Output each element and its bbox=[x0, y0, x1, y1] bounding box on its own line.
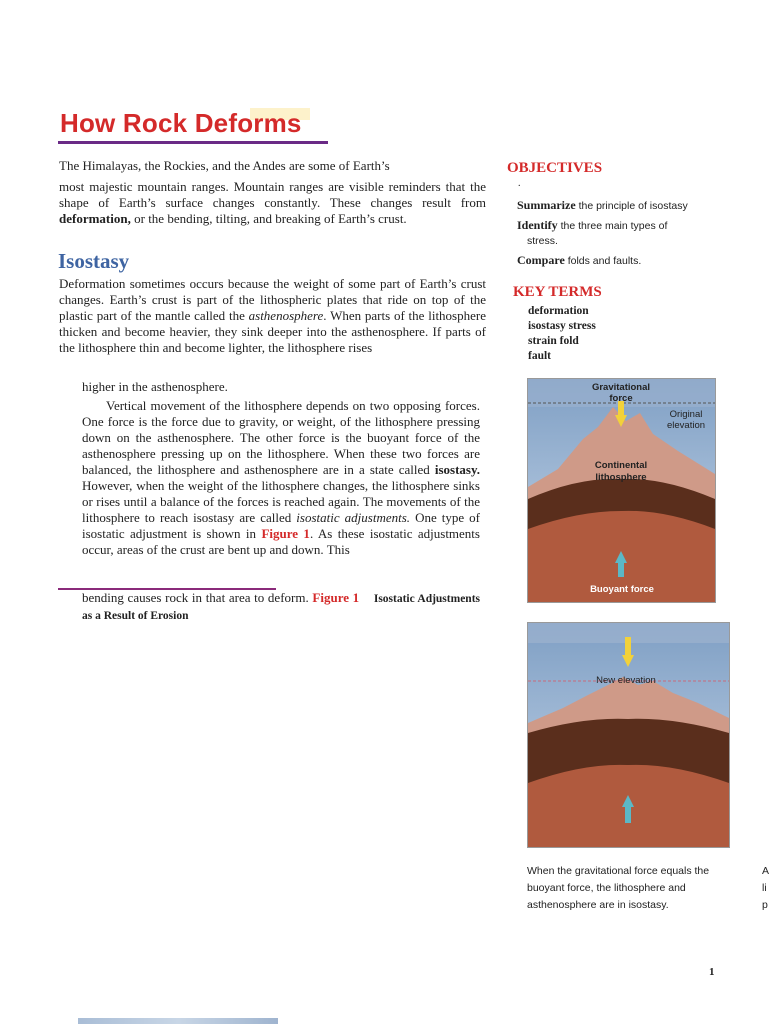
p2-text-d: . As these isostatic adjustments occur, areas of the crust are bent up and down. This bbox=[82, 526, 480, 557]
objective-text-continued: stress. bbox=[527, 235, 558, 247]
label-gravitational: Gravitational bbox=[591, 382, 651, 393]
page-title: How Rock Deforms bbox=[60, 108, 302, 138]
figure-isostasy-original bbox=[527, 378, 716, 603]
objective-verb: Compare bbox=[517, 253, 565, 267]
caption-line: asthenosphere are in isostasy. bbox=[527, 899, 669, 911]
p1-continuation: higher in the asthenosphere. bbox=[82, 379, 228, 394]
isostasy-diagram-2 bbox=[528, 623, 729, 847]
objectives-dot: . bbox=[518, 178, 521, 189]
label-force: force bbox=[609, 393, 633, 404]
edge-letter: p bbox=[762, 899, 768, 911]
p2-text-c: One type of isostatic adjustment is shown in bbox=[82, 510, 480, 541]
label-new-elevation: New elevation bbox=[596, 675, 656, 686]
edge-letter: A bbox=[762, 865, 769, 877]
label-continental: Continental bbox=[594, 460, 648, 471]
p2-text-b: However, when the weight of the lithosphere changes, the lithosphere sinks or rises until a balance of the forces is reached again. The movements of the lithosphere to reach isostasy are called bbox=[82, 478, 480, 525]
objective-verb: Identify bbox=[517, 218, 558, 232]
objectives-heading: OBJECTIVES bbox=[507, 160, 603, 176]
objective-item bbox=[517, 218, 717, 249]
p1-text-b: . When parts of the lithosphere thicken and become heavier, they sink deeper into the asthenosphere. If parts of the lithosphere thin and become lighter, the lithosphere rises bbox=[59, 308, 486, 355]
p2-term-isostatic-adjustments: isostatic adjustments. bbox=[296, 510, 411, 525]
cropped-caption-edge bbox=[762, 863, 769, 914]
title-underline bbox=[58, 141, 328, 144]
key-term-line: deformation bbox=[528, 305, 589, 317]
intro-line2: most majestic mountain ranges. Mountain ranges are visible reminders that the shape of Earth’s surface changes constantly. These changes result from bbox=[59, 179, 486, 210]
key-term-line: isostasy stress bbox=[528, 320, 596, 332]
isostasy-paragraph-2 bbox=[82, 398, 480, 558]
figure-reference-link-2[interactable]: Figure 1 bbox=[312, 590, 360, 605]
caption-line: buoyant force, the lithosphere and bbox=[527, 882, 686, 894]
figure-isostasy-new bbox=[527, 622, 730, 848]
intro-body bbox=[59, 179, 486, 227]
intro-paragraph bbox=[59, 158, 486, 227]
p3-text-a: bending causes rock in that area to deform. bbox=[82, 590, 313, 605]
p2-term-isostasy: isostasy. bbox=[434, 462, 480, 477]
objective-verb: Summarize bbox=[517, 198, 576, 212]
objective-text: the principle of isostasy bbox=[575, 200, 688, 212]
key-term-line: fault bbox=[528, 350, 551, 362]
p2-text-a: Vertical movement of the lithosphere depends on two opposing forces. One force is the force due to gravity, or weight, of the lithosphere pressing down on the asthenosphere. The other force is the buoyant force of the asthenosphere pressing up on the lithosphere. When these two forces are balanced, the lithosphere and asthenosphere are in a state called bbox=[82, 398, 480, 477]
isostasy-paragraph-3 bbox=[82, 590, 480, 624]
objective-item bbox=[517, 198, 688, 214]
edge-letter: li bbox=[762, 882, 767, 894]
p1-text-a: Deformation sometimes occurs because the weight of some part of Earth’s crust changes. Earth’s crust is part of the lithospheric plates that ride on top of the plastic part of the mantle called the bbox=[59, 276, 486, 323]
intro-line1: The Himalayas, the Rockies, and the Andes are some of Earth’s bbox=[59, 158, 390, 173]
next-figure-preview bbox=[78, 1018, 278, 1024]
objective-text: the three main types of bbox=[557, 220, 668, 232]
figure-caption bbox=[527, 863, 742, 914]
label-buoyant-force: Buoyant force bbox=[590, 584, 654, 595]
key-terms-heading: KEY TERMS bbox=[513, 284, 602, 300]
page-number: 1 bbox=[709, 966, 715, 978]
p1-term-asthenosphere: asthenosphere bbox=[248, 308, 324, 323]
caption-line: When the gravitational force equals the bbox=[527, 865, 710, 877]
figure-caption-title: Isostatic Adjustments as a Result of Erosion bbox=[82, 593, 481, 622]
key-term-line: strain fold bbox=[528, 335, 579, 347]
section-heading-isostasy: Isostasy bbox=[58, 249, 130, 273]
objective-item bbox=[517, 253, 641, 269]
label-original: Original bbox=[669, 409, 703, 420]
label-elevation: elevation bbox=[666, 420, 706, 431]
figure-reference-link[interactable]: Figure 1 bbox=[261, 526, 310, 541]
isostasy-paragraph-1 bbox=[59, 276, 486, 356]
intro-term-deformation: deformation, bbox=[59, 211, 131, 226]
objective-text: folds and faults. bbox=[564, 255, 642, 267]
label-lithosphere: lithosphere bbox=[595, 472, 647, 483]
intro-rest: or the bending, tilting, and breaking of Earth’s crust. bbox=[130, 211, 407, 226]
